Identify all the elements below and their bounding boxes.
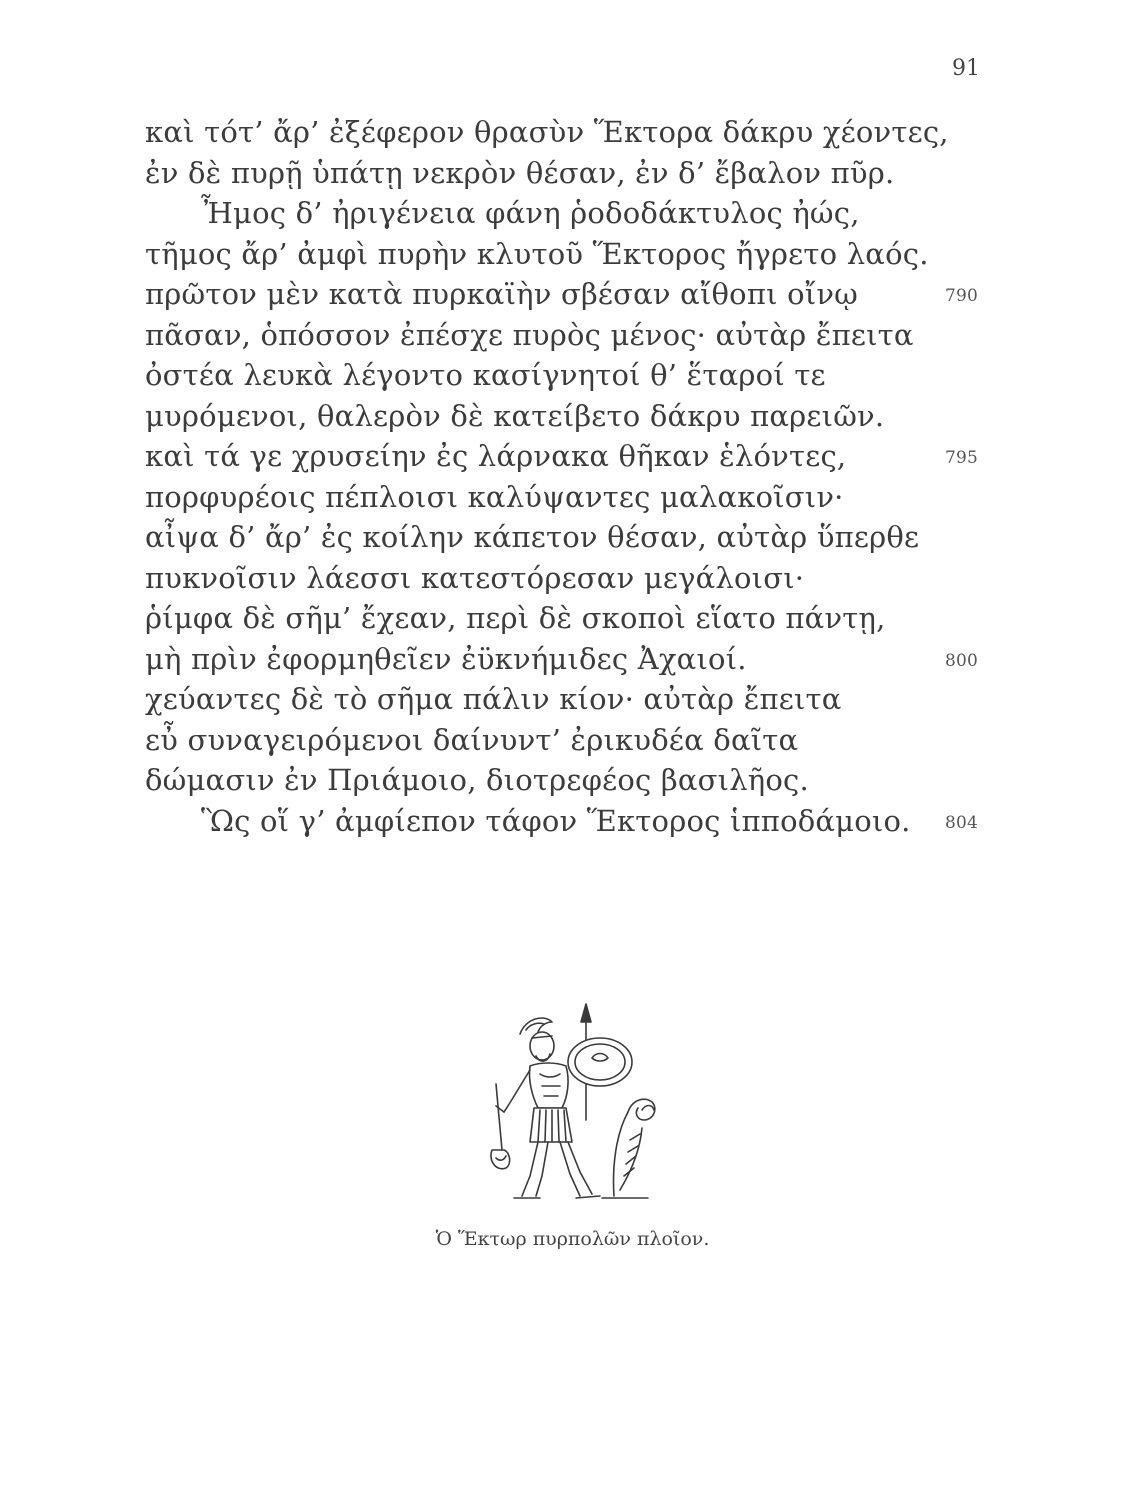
verse-line <box>145 193 995 234</box>
verse-line <box>145 355 995 396</box>
verse-text: Ἦμος δ’ ἠριγένεια φάνη ῥοδοδάκτυλος ἠώς, <box>201 196 860 230</box>
verse-text: πορφυρέοις πέπλοισι καλύψαντες μαλακοῖσιν· <box>145 479 844 514</box>
line-number: 795 <box>945 448 979 468</box>
verse-text: καὶ τά γε χρυσείην ἐς λάρνακα θῆκαν ἑλόντες, <box>145 439 847 473</box>
verse-text: πρῶτον μὲν κατὰ πυρκαϊὴν σβέσαν αἴθοπι οἴνῳ <box>145 277 858 311</box>
verse-text: αἶψα δ’ ἄρ’ ἐς κοίλην κάπετον θέσαν, αὐτὰρ ὕπερθε <box>145 520 920 554</box>
warrior-with-shield-icon <box>482 1000 672 1210</box>
verse-line <box>145 153 995 194</box>
verse-text: ἐν δὲ πυρῇ ὑπάτῃ νεκρὸν θέσαν, ἐν δ’ ἔβαλον πῦρ. <box>145 155 895 190</box>
verse-text: μυρόμενοι, θαλερὸν δὲ κατείβετο δάκρυ παρειῶν. <box>145 398 885 433</box>
line-number: 790 <box>945 286 979 306</box>
verse-line <box>145 274 995 315</box>
verse-line <box>145 558 995 599</box>
verse-text: χεύαντες δὲ τὸ σῆμα πάλιν κίον· αὐτὰρ ἔπειτα <box>145 682 842 716</box>
verse-line <box>145 760 995 801</box>
verse-line <box>145 112 995 153</box>
verse-line <box>145 396 995 437</box>
verse-text: εὖ συναγειρόμενοι δαίνυντ’ ἐρικυδέα δαῖτα <box>145 722 799 757</box>
verse-line <box>145 639 995 680</box>
line-number: 800 <box>945 650 979 671</box>
illustration-caption: Ὁ Ἕκτωρ πυρπολῶν πλοῖον. <box>435 1228 710 1250</box>
verse-text: τῆμος ἄρ’ ἀμφὶ πυρὴν κλυτοῦ Ἕκτορος ἤγρετο λαός. <box>145 236 929 271</box>
verse-line <box>145 436 995 477</box>
verse-line <box>145 477 995 518</box>
page-number: 91 <box>952 56 980 81</box>
verse-text: πᾶσαν, ὁπόσσον ἐπέσχε πυρὸς μένος· αὐτὰρ ἔπειτα <box>145 317 914 352</box>
hector-illustration <box>482 1000 672 1210</box>
verse-line <box>145 234 995 275</box>
verse-line <box>145 720 995 761</box>
verse-text: ὀστέα λευκὰ λέγοντο κασίγνητοί θ’ ἕταροί τε <box>145 358 826 392</box>
verse-text: δώμασιν ἐν Πριάμοιο, διοτρεφέος βασιλῆος. <box>145 763 809 797</box>
verse-text: πυκνοῖσιν λάεσσι κατεστόρεσαν μεγάλοισι· <box>145 560 805 595</box>
verse-line <box>145 801 995 842</box>
verse-text: καὶ τότ’ ἄρ’ ἐξέφερον θρασὺν Ἕκτορα δάκρυ χέοντες, <box>145 115 949 149</box>
verse-line <box>145 679 995 720</box>
poem-text <box>145 112 995 841</box>
verse-line <box>145 517 995 558</box>
verse-line <box>145 315 995 356</box>
verse-text: ῥίμφα δὲ σῆμ’ ἔχεαν, περὶ δὲ σκοποὶ εἵατο πάντῃ, <box>145 601 886 635</box>
line-number: 804 <box>945 812 979 833</box>
verse-text: μὴ πρὶν ἐφορμηθεῖεν ἐϋκνήμιδες Ἀχαιοί. <box>145 641 747 676</box>
verse-text: Ὣς οἵ γ’ ἀμφίεπον τάφον Ἕκτορος ἱπποδάμοιο. <box>201 803 911 838</box>
verse-line <box>145 598 995 639</box>
